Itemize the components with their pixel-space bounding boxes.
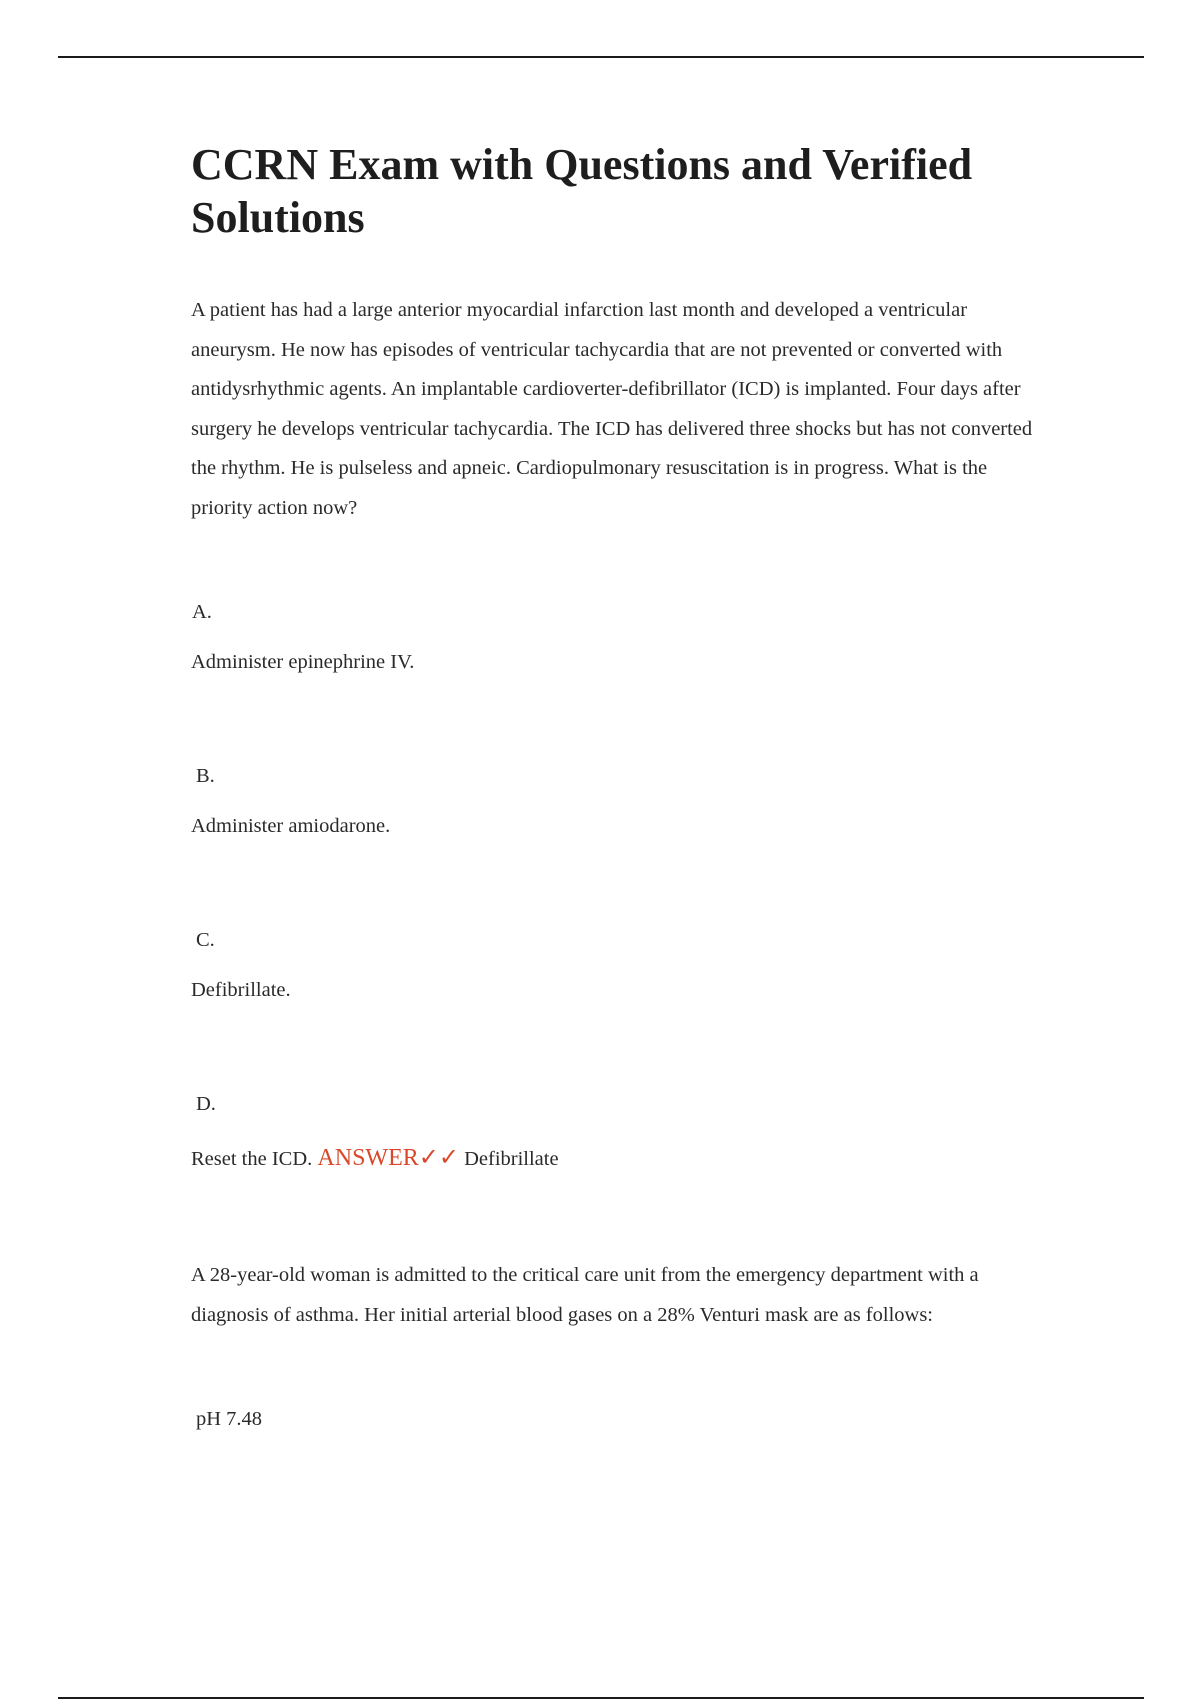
- option-b-text: Administer amiodarone.: [191, 815, 391, 837]
- option-d-letter: D.: [196, 1093, 216, 1115]
- document-page: [191, 138, 1051, 1432]
- option-c-letter: C.: [196, 929, 215, 951]
- option-d-text: Reset the ICD.: [191, 1148, 313, 1170]
- option-b-letter: B.: [196, 765, 215, 787]
- option-a-letter: A.: [192, 601, 212, 623]
- option-a-text: Administer epinephrine IV.: [191, 651, 415, 673]
- question-2-text: A 28-year-old woman is admitted to the critical care unit from the emergency department with a diagnosis of asthma. Her initial arterial blood gases on a 28% Venturi mask are as follows:: [191, 1264, 979, 1326]
- document-title: CCRN Exam with Questions and Verified Solutions: [191, 140, 973, 242]
- question-1-text: A patient has had a large anterior myocardial infarction last month and developed a ventricular aneurysm. He now has episodes of ventricular tachycardia that are not prevented or converted with antidysrhythmic agents. An implantable cardioverter-defibrillator (ICD) is implanted. Four days after surgery he develops ventricular tachycardia. The ICD has delivered three shocks but has not converted the rhythm. He is pulseless and apneic. Cardiopulmonary resuscitation is in progress. What is the priority action now?: [191, 299, 1033, 519]
- top-divider: [58, 56, 1144, 58]
- bottom-divider: [58, 1697, 1144, 1699]
- abg-value-ph: pH 7.48: [196, 1408, 263, 1430]
- option-c-text: Defibrillate.: [191, 979, 291, 1001]
- answer-label: ANSWER✓✓: [317, 1145, 459, 1171]
- option-d-answer-line: [191, 1145, 1051, 1172]
- answer-text: Defibrillate: [464, 1148, 559, 1170]
